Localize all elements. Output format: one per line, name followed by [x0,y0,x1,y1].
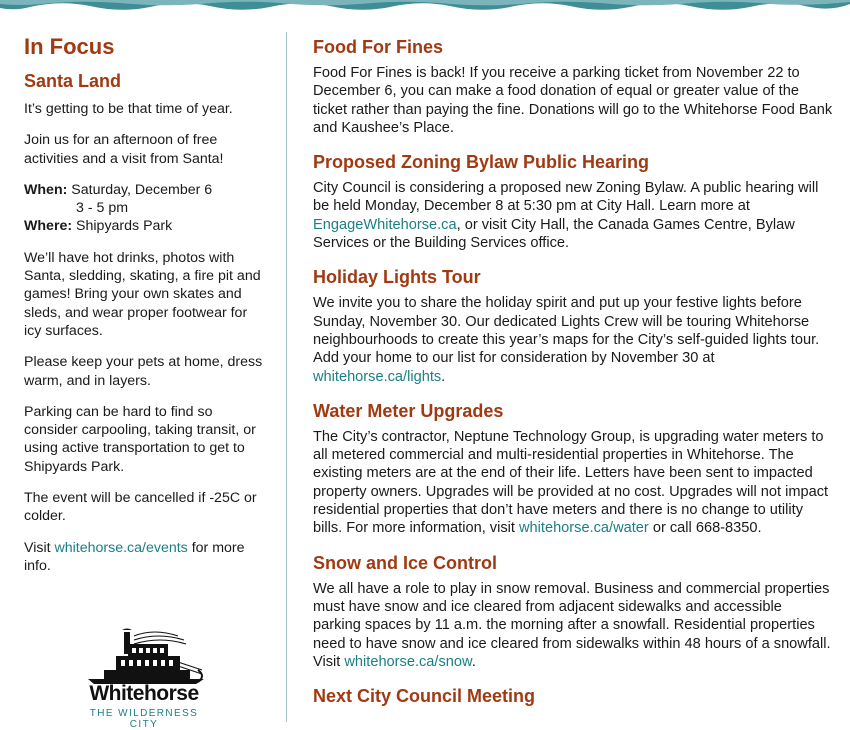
logo-tagline: THE WILDERNESS CITY [89,708,199,730]
water-meter-section [313,400,833,538]
zoning-bylaw-section [313,151,833,252]
in-focus-column [24,34,264,588]
where-value: Shipyards Park [76,218,173,235]
where-label: Where: [24,218,73,235]
news-column [313,36,833,713]
pets-text: Please keep your pets at home, dress warm, and in layers. [24,354,263,389]
section-title: Holiday Lights Tour [313,267,481,288]
column-title: In Focus [24,34,115,59]
events-link[interactable]: whitehorse.ca/events [54,539,188,556]
engage-whitehorse-link[interactable]: EngageWhitehorse.ca [313,216,457,233]
section-body: We all have a role to play in snow removal. Business and commercial properties must have snow and ice cleared from adjacent sidewalks and accessible parking spaces by 11 a.m. the morning after a snowfall. Residential properties need to have snow and ice cleared from sidewalks within 48 hours of a snowfall. Visit whitehorse.ca/snow. [313,580,831,670]
snow-link[interactable]: whitehorse.ca/snow [344,653,472,670]
food-for-fines-section [313,36,833,137]
section-title: Next City Council Meeting [313,686,536,707]
event-title: Santa Land [24,71,122,91]
when-time: 3 - 5 pm [76,200,129,217]
section-body: City Council is considering a proposed new Zoning Bylaw. A public hearing will be held Monday, December 8 at 5:30 pm at City Hall. Learn more at EngageWhitehorse.ca, or visit City Hall, the Canada Games Centre, Bylaw Services or the Building Services office. [313,180,819,252]
logo-wordmark: Whitehorse [89,682,199,705]
when-label: When: [24,181,68,198]
activities-text: We’ll have hot drinks, photos with Santa, sledding, skating, a fire pit and games! Bring your own skates and sleds, and wear proper footwear for icy surfaces. [24,249,261,339]
parking-text: Parking can be hard to find so consider carpooling, taking transit, or using active transportation to get to Shipyards Park. [24,403,256,475]
visit-text: Visit whitehorse.ca/events for more info. [24,539,245,574]
council-meeting-section [313,685,833,707]
section-body: The City’s contractor, Neptune Technology Group, is upgrading water meters to all metered commercial and multi-residential properties in Whitehorse. The existing meters are at the end of their life. Letters have been sent to impacted property owners. Upgrades will be provided at no cost. Upgrades will not impact residential properties that don’t have meters and there is no change to utility bills. For more information, visit whitehorse.ca/water or call 668-8350. [313,428,829,537]
section-body: We invite you to share the holiday spirit and put up your festive lights before Sunday, November 30. Our dedicated Lights Crew will be touring Whitehorse neighbourhoods to create this year’s maps for the City’s self-guided lights tour. Add your home to our list for consideration by November 30 at whitehorse.ca/lights. [313,295,820,385]
section-title: Snow and Ice Control [313,552,498,573]
column-divider [286,32,287,722]
lights-link[interactable]: whitehorse.ca/lights [313,368,442,385]
intro-text: It’s getting to be that time of year. [24,101,233,117]
section-title: Proposed Zoning Bylaw Public Hearing [313,152,650,173]
section-body: Food For Fines is back! If you receive a parking ticket from November 22 to December 6, you can make a food donation of equal or greater value of the ticket rather than paying the fine. Donations will go to the Whitehorse Food Bank and Kaushee’s Place. [313,65,833,136]
snow-ice-section [313,552,833,671]
water-link[interactable]: whitehorse.ca/water [519,520,649,537]
when-row [24,181,264,199]
section-title: Food For Fines [313,37,443,57]
decorative-wave-border [0,0,850,14]
where-row [24,217,264,235]
when-date: Saturday, December 6 [71,181,213,198]
section-title: Water Meter Upgrades [313,400,504,421]
holiday-lights-section [313,266,833,385]
cancellation-text: The event will be cancelled if -25C or colder. [24,490,257,525]
invitation-text: Join us for an afternoon of free activities and a visit from Santa! [24,132,224,167]
